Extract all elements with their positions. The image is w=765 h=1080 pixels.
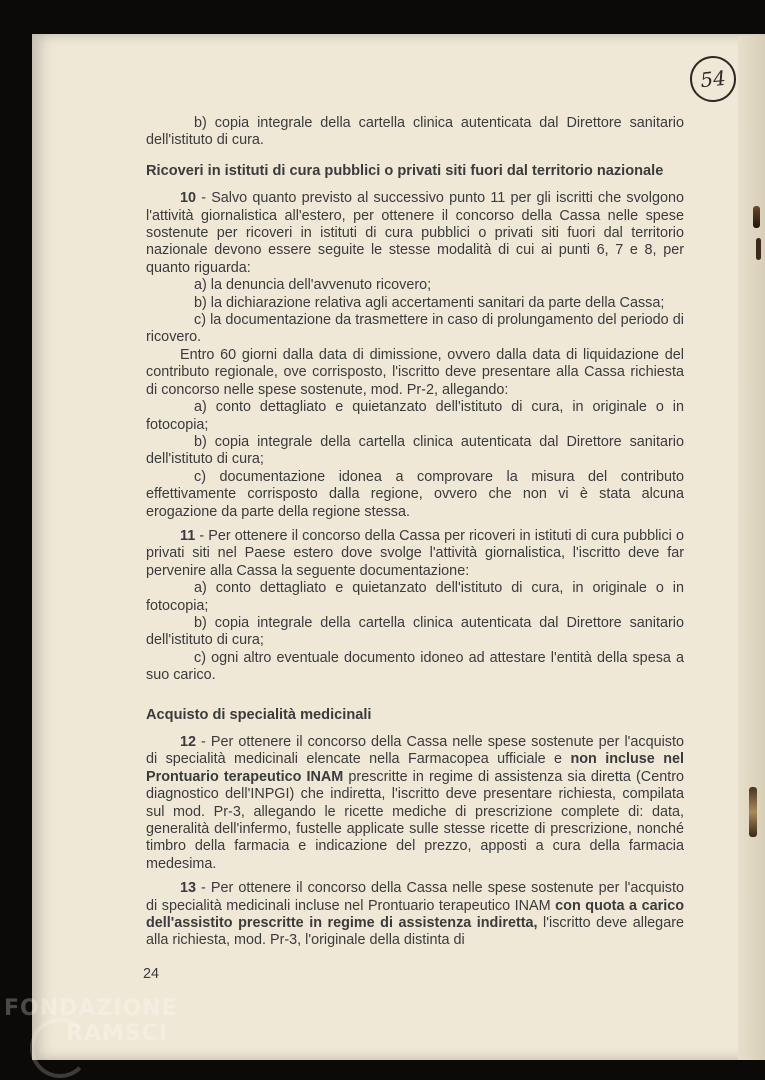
watermark-line: FONDAZIONE [4, 996, 178, 1021]
binding-stain [756, 238, 761, 260]
emphasis-text: non incluse nel Prontuario terapeutico INAM [146, 751, 684, 785]
document-body [146, 115, 684, 950]
list-item: c) documentazione idonea a comprovare la misura del contributo effettivamente corrisposto dalla regione, ovvero che non vi è stata alcuna erogazione da parte della regione stessa. [146, 468, 684, 520]
handwritten-page-tag: 54 [688, 54, 739, 105]
section-heading: Ricoveri in istituti di cura pubblici o privati siti fuori dal territorio nazionale [146, 162, 664, 179]
paragraph-text: l'iscritto deve allegare alla richiesta, mod. Pr-3, l'originale della distinta di [146, 915, 684, 949]
list-item: c) ogni altro eventuale documento idoneo ad attestare l'entità della spesa a suo carico. [146, 649, 684, 684]
page-number: 24 [143, 966, 160, 982]
item-number: 13 [180, 880, 197, 897]
list-item: a) conto dettagliato e quietanzato dell'istituto di cura, in originale o in fotocopia; [146, 399, 684, 433]
paragraph-text: - Salvo quanto previsto al successivo punto 11 per gli iscritti che svolgono l'attività giornalistica all'estero, per ottenere il concorso della Cassa nelle spese sostenute per ricoveri in istituti di cura pubblici o privati siti fuori dal territorio nazionale devono essere seguite le stesse modalità di cui ai punti 6, 7 e 8, per quanto riguarda: [146, 190, 684, 276]
list-item: c) la documentazione da trasmettere in caso di prolungamento del periodo di ricovero. [146, 312, 684, 346]
item-number: 11 [180, 527, 196, 544]
section-heading: Acquisto di specialità medicinali [146, 706, 372, 723]
page-edge [738, 36, 765, 1060]
paragraph-text: prescritte in regime di assistenza sia diretta (Centro diagnostico dell'INPGI) che indiretta, l'iscritto deve presentare richiesta, compilata sul mod. Pr-3, allegando le ricette mediche di prescrizione complete di: data, generalità dell'infermo, fustelle applicate sulle stesse ricette di prescrizione, nonché timbro della farmacia e indicazione del prezzo, apposti a cura della farmacia medesima. [146, 768, 685, 872]
item-number: 10 [180, 190, 197, 207]
paragraph-text: - Per ottenere il concorso della Cassa nelle spese sostenute per l'acquisto di specialità medicinali elencate nella Farmacopea ufficiale e [146, 734, 684, 768]
binding-stain [753, 206, 760, 228]
list-item: a) la denuncia dell'avvenuto ricovero; [194, 277, 432, 294]
paragraph-text: - Per ottenere il concorso della Cassa per ricoveri in istituti di cura pubblici o privati siti nel Paese estero dove svolge l'attività giornalistica, l'iscritto deve far pervenire alla Cassa la seguente documentazione: [146, 527, 684, 579]
binding-stain [749, 787, 757, 837]
paragraph-text: - Per ottenere il concorso della Cassa nelle spese sostenute per l'acquisto di specialità medicinali incluse nel Prontuario terapeutico INAM [146, 880, 684, 914]
list-item: b) copia integrale della cartella clinica autenticata dal Direttore sanitario dell'istituto di cura; [146, 433, 684, 468]
list-item: b) copia integrale della cartella clinica autenticata dal Direttore sanitario dell'istituto di cura; [146, 614, 684, 649]
paragraph: b) copia integrale della cartella clinica autenticata dal Direttore sanitario dell'istituto di cura. [146, 115, 684, 149]
paragraph [146, 190, 684, 277]
list-item: a) conto dettagliato e quietanzato dell'istituto di cura, in originale o in fotocopia; [146, 580, 684, 614]
paragraph [146, 880, 684, 950]
paragraph: Entro 60 giorni dalla data di dimissione, ovvero dalla data di liquidazione del contributo regionale, ove corrisposto, l'iscritto deve presentare alla Cassa richiesta di concorso nelle spese sostenute, mod. Pr-2, allegando: [146, 346, 684, 398]
emphasis-text: con quota a carico dell'assistito prescritte in regime di assistenza indiretta, [146, 897, 684, 932]
watermark [4, 996, 178, 1046]
watermark-line: RAMSCI [66, 1021, 169, 1046]
item-number: 12 [180, 734, 197, 750]
list-item: b) la dichiarazione relativa agli accertamenti sanitari da parte della Cassa; [194, 294, 665, 311]
paragraph [146, 734, 684, 873]
paragraph [146, 528, 684, 580]
